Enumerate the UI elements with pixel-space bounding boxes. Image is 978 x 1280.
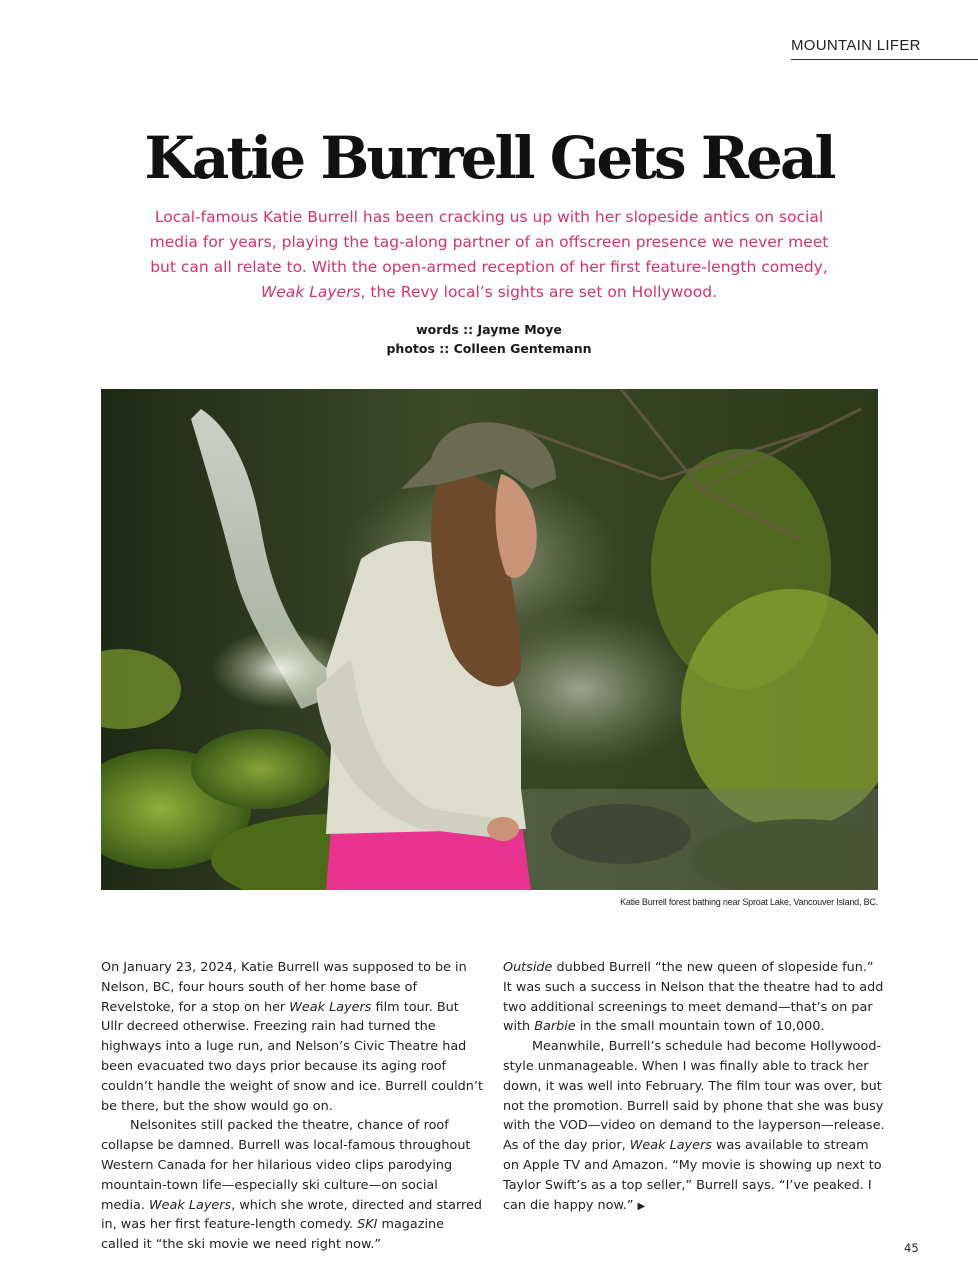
page-number: 45 bbox=[904, 1241, 919, 1255]
body-text: in the small mountain town of 10,000. bbox=[575, 1019, 825, 1035]
paragraph-2-continued bbox=[503, 958, 885, 1037]
deck-film-title: Weak Layers bbox=[260, 283, 361, 301]
photos-credit: photos :: Colleen Gentemann bbox=[386, 341, 592, 356]
magazine-title: SKI bbox=[357, 1217, 378, 1233]
photo-caption: Katie Burrell forest bathing near Sproat Lake, Vancouver Island, BC. bbox=[620, 897, 878, 907]
section-label: MOUNTAIN LIFER bbox=[791, 37, 921, 54]
body-text: Nelsonites still packed the theatre, chance of roof collapse be damned. Burrell was local-famous throughout Western Canada for her hilarious video clips parodying mountain-town life—especially ski culture—on social media. bbox=[101, 1118, 471, 1213]
film-title: Barbie bbox=[534, 1019, 576, 1035]
byline bbox=[0, 320, 978, 358]
article-title: Katie Burrell Gets Real bbox=[144, 124, 834, 192]
deck-text-end: , the Revy local’s sights are set on Hollywood. bbox=[360, 283, 717, 301]
body-text: was available to stream on Apple TV and Amazon. “My movie is showing up next to Taylor Swift’s as a top seller,” Burrell says. “I’ve peaked. I can die happy now.” bbox=[503, 1138, 882, 1213]
body-text: On January 23, 2024, Katie Burrell was supposed to be in Nelson, BC, four hours south of her home base of Revelstoke, for a stop on her bbox=[101, 960, 467, 1015]
paragraph-3 bbox=[503, 1037, 885, 1216]
film-title: Weak Layers bbox=[149, 1197, 232, 1213]
body-text: film tour. But Ullr decreed otherwise. Freezing rain had turned the highways into a luge run, and Nelson’s Civic Theatre had been evacuated two days prior because its aging roof couldn’t handle the weight of snow and ice. Burrell couldn’t be there, but the show would go on. bbox=[101, 999, 483, 1114]
words-credit: words :: Jayme Moye bbox=[416, 322, 562, 337]
paragraph-2 bbox=[101, 1116, 483, 1255]
article-deck bbox=[140, 205, 838, 305]
body-text: , which she wrote, directed and starred in, was her first feature-length comedy. bbox=[101, 1197, 483, 1233]
magazine-title: Outside bbox=[503, 960, 553, 975]
paragraph-1 bbox=[101, 958, 483, 1116]
body-text: dubbed Burrell “the new queen of slopeside fun.” It was such a success in Nelson that the theatre had to add two additional screenings to meet demand—that’s on par with bbox=[503, 960, 884, 1035]
deck-text: Local-famous Katie Burrell has been cracking us up with her slopeside antics on social media for years, playing the tag-along partner of an offscreen presence we never meet but can all relate to. With the open-armed reception of her first feature-length comedy, bbox=[149, 208, 829, 276]
body-text: magazine called it “the ski movie we need right now.” bbox=[101, 1217, 445, 1253]
film-title: Weak Layers bbox=[629, 1138, 712, 1154]
end-mark-icon: ▶ bbox=[637, 1200, 646, 1212]
film-title: Weak Layers bbox=[289, 999, 372, 1015]
section-divider bbox=[791, 59, 978, 60]
body-text: Meanwhile, Burrell’s schedule had become Hollywood-style unmanageable. When I was finally able to track her down, it was well into February. The film tour was over, but not the promotion. Burrell said by phone that she was busy with the VOD—video on demand to the layperson—release. As of the day prior, bbox=[503, 1039, 885, 1154]
body-column-left bbox=[101, 958, 483, 1255]
feature-photo bbox=[101, 389, 878, 890]
body-column-right bbox=[503, 958, 885, 1216]
